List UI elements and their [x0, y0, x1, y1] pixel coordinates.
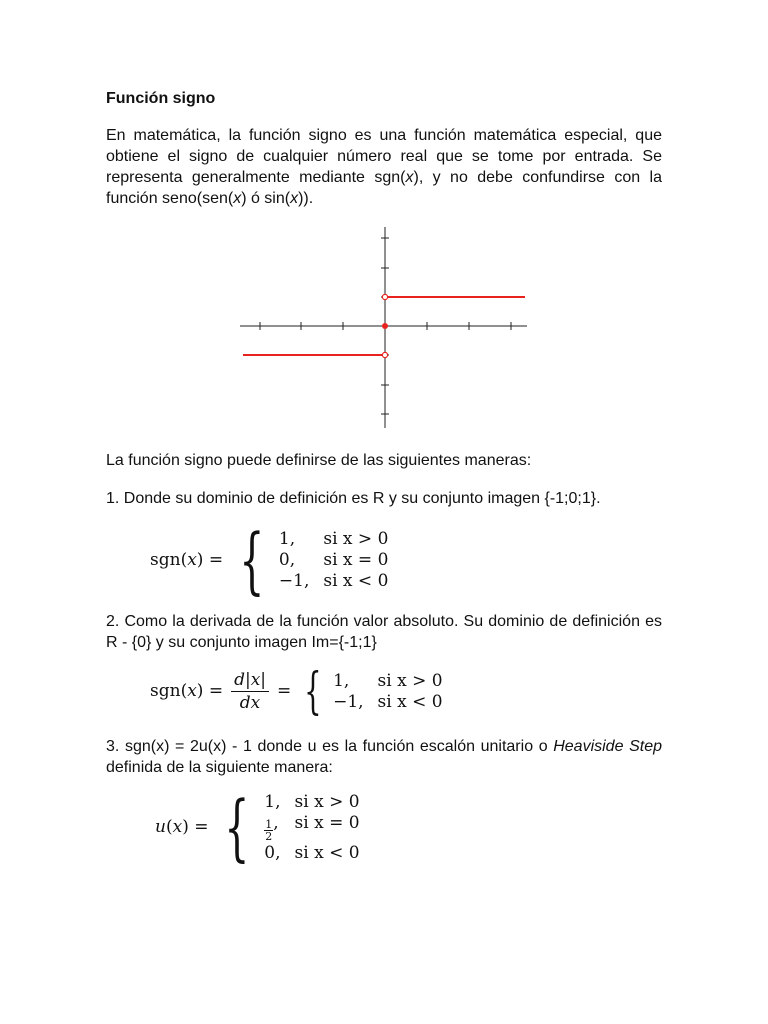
- eq2-case-cond: si x > 0: [377, 670, 443, 691]
- eq2-case-value: −1,: [333, 691, 364, 712]
- intro-var-x2: x: [233, 190, 242, 207]
- eq2-cases: [333, 671, 443, 712]
- eq3-var: u: [155, 817, 166, 837]
- eq3-close: ) =: [182, 817, 209, 837]
- left-brace: {: [239, 518, 265, 602]
- item3-text-b: definida de la siguiente manera:: [106, 759, 333, 776]
- eq1-case-value: −1,: [278, 571, 310, 591]
- filled-point-origin: [382, 323, 388, 329]
- intro-text-b: ), y no debe confundirse con la función seno(sen(: [106, 169, 662, 207]
- open-point-positive: [382, 294, 387, 299]
- definition-item-2: 2. Como la derivada de la función valor absoluto. Su dominio de definición es R - {0} y su conjunto imagen Im={-1;1}: [106, 613, 662, 651]
- intro-text-c: ) ó sin(: [241, 190, 291, 207]
- eq2-lhs: [150, 681, 223, 701]
- eq3-case-cond: si x < 0: [294, 842, 360, 863]
- eq2-close: ) =: [196, 681, 224, 701]
- eq2-open: (: [180, 681, 188, 701]
- eq3-arg: x: [172, 817, 183, 837]
- eq3-case-cond: si x > 0: [294, 791, 360, 812]
- equation-heaviside: [155, 785, 360, 869]
- left-brace: {: [224, 785, 250, 869]
- eq3-case-value: 1,: [264, 791, 281, 812]
- eq3-case-value: 0,: [264, 842, 281, 863]
- intro-text-d: )).: [298, 190, 314, 207]
- definition-item-3: [106, 736, 662, 778]
- page-title: Función signo: [106, 90, 216, 107]
- intro-var-x3: x: [290, 190, 299, 207]
- eq1-case-value: 1,: [278, 529, 296, 549]
- eq1-case-cond: si x < 0: [323, 571, 389, 591]
- eq1-fn: sgn: [150, 550, 181, 570]
- eq1-close: ) =: [196, 550, 224, 570]
- half-denominator: 2: [265, 829, 273, 843]
- eq1-cases: [279, 529, 389, 591]
- eq1-lhs: [150, 550, 223, 570]
- eq2-case-cond: si x < 0: [377, 691, 443, 712]
- open-point-negative: [382, 352, 387, 357]
- intro-text-a: En matemática, la función signo es una función matemática especial, que obtiene el signo de cualquier número real que se tome por entrada. Se representa generalmente mediante sgn(: [106, 127, 662, 186]
- fraction-denominator: dx: [239, 692, 261, 713]
- half-numerator: 1: [265, 817, 273, 831]
- derivative-fraction: [231, 670, 269, 713]
- eq1-case-cond: si x > 0: [323, 529, 389, 549]
- intro-paragraph: [106, 125, 662, 209]
- eq2-var: x: [187, 681, 197, 701]
- eq2-equals: =: [277, 681, 292, 701]
- eq2-fn: sgn: [150, 681, 181, 701]
- left-brace: {: [304, 662, 322, 720]
- eq1-open: (: [180, 550, 188, 570]
- eq1-case-value: 0,: [278, 550, 296, 570]
- item3-text-a: 3. sgn(x) = 2u(x) - 1 donde u es la función escalón unitario o: [106, 738, 554, 755]
- half-separator: ,: [273, 812, 279, 833]
- eq3-case-cond: si x = 0: [294, 812, 360, 833]
- half-fraction: [264, 819, 273, 842]
- definition-item-1: 1. Donde su dominio de definición es R y su conjunto imagen {-1;0;1}.: [106, 490, 601, 507]
- item3-italic: Heaviside Step: [553, 738, 662, 755]
- eq1-var: x: [187, 550, 197, 570]
- equation-sgn-cases: [150, 518, 389, 602]
- sign-function-graph: [240, 225, 530, 430]
- definitions-intro: La función signo puede definirse de las siguientes maneras:: [106, 452, 532, 469]
- equation-sgn-derivative: [150, 662, 443, 720]
- eq3-open: (: [165, 817, 173, 837]
- intro-var-x1: x: [405, 169, 414, 186]
- eq1-case-cond: si x = 0: [323, 550, 389, 570]
- eq3-case-value: [264, 813, 280, 842]
- eq3-cases: [264, 792, 359, 863]
- fraction-numerator: d|x|: [231, 670, 269, 692]
- eq2-case-value: 1,: [333, 670, 350, 691]
- eq3-lhs: [155, 817, 208, 837]
